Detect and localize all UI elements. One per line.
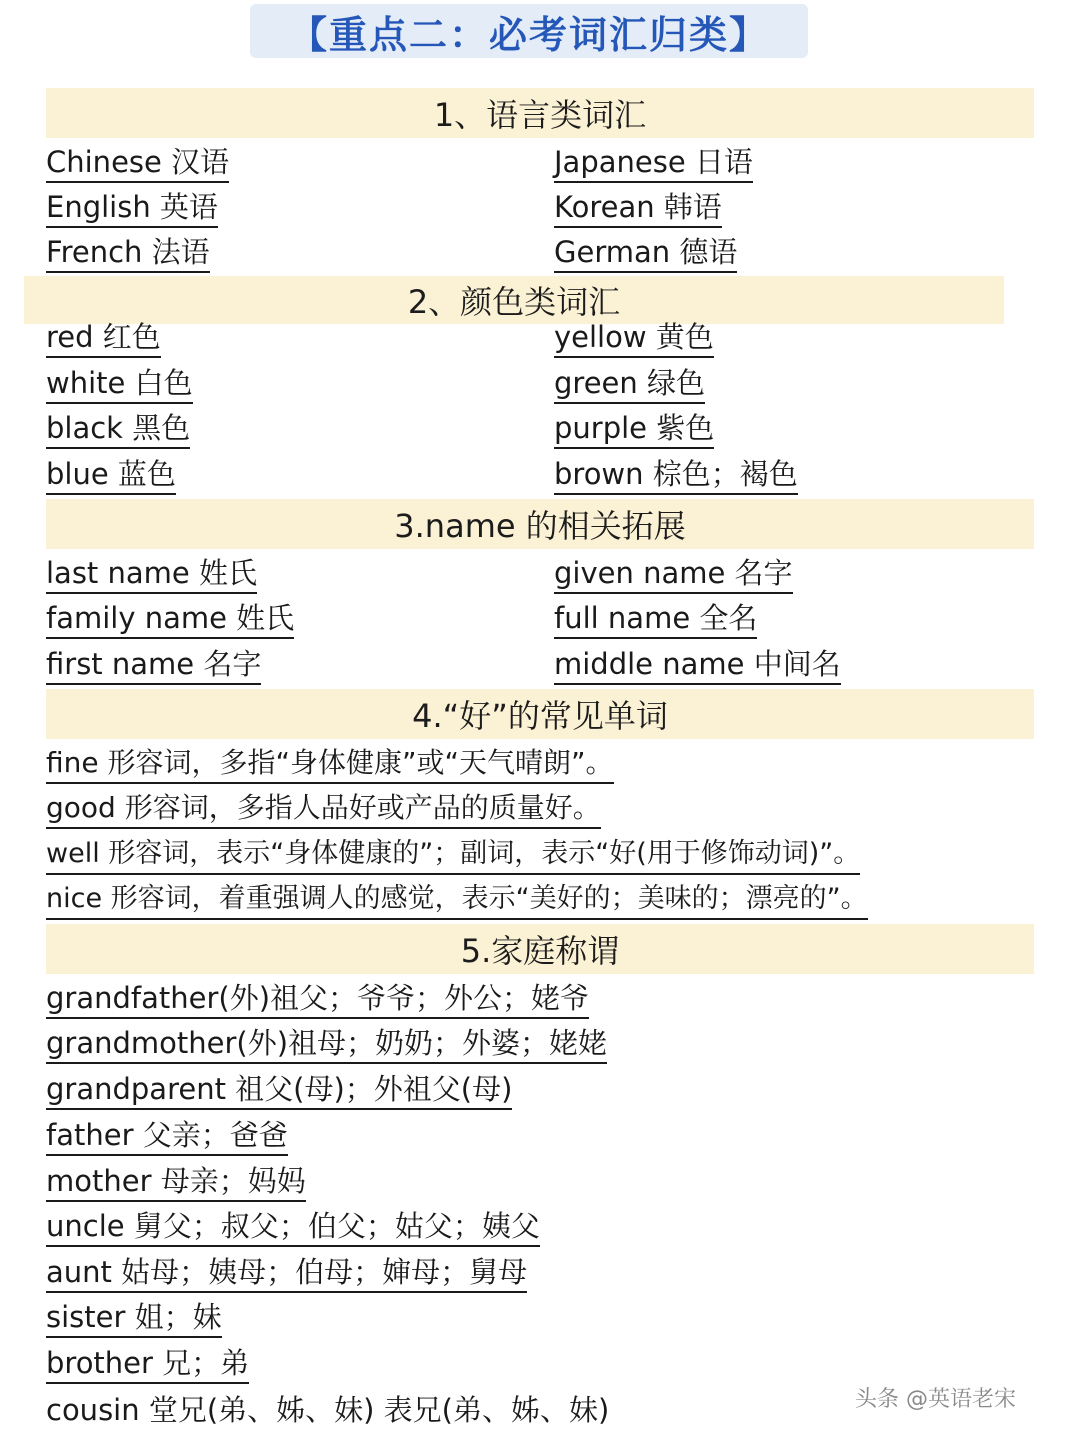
list-item: well 形容词，表示“身体健康的”；副词，表示“好(用于修饰动词)”。 (46, 835, 860, 875)
list-item: sister 姐；妹 (46, 1298, 222, 1338)
list-item: brother 兄；弟 (46, 1344, 249, 1384)
list-item: full name 全名 (554, 599, 757, 639)
section-heading-languages: 1、语言类词汇 (46, 88, 1034, 138)
section-heading-names: 3.name 的相关拓展 (46, 499, 1034, 549)
list-item: black 黑色 (46, 409, 190, 449)
list-item: fine 形容词，多指“身体健康”或“天气晴朗”。 (46, 744, 614, 784)
list-item: white 白色 (46, 364, 193, 404)
list-item: German 德语 (554, 233, 737, 273)
list-item: middle name 中间名 (554, 645, 841, 685)
section-heading-colors: 2、颜色类词汇 (24, 276, 1004, 324)
page-title-banner (250, 4, 808, 58)
list-item: good 形容词，多指人品好或产品的质量好。 (46, 789, 601, 829)
list-item: yellow 黄色 (554, 318, 714, 358)
list-item: uncle 舅父；叔父；伯父；姑父；姨父 (46, 1207, 540, 1247)
list-item: purple 紫色 (554, 409, 714, 449)
list-item: nice 形容词，着重强调人的感觉，表示“美好的；美味的；漂亮的”。 (46, 880, 868, 920)
watermark: 头条 @英语老宋 (855, 1387, 1016, 1412)
list-item: father 父亲；爸爸 (46, 1116, 288, 1156)
list-item: Japanese 日语 (554, 143, 753, 183)
list-item: last name 姓氏 (46, 554, 257, 594)
list-item: first name 名字 (46, 645, 261, 685)
list-item: grandfather(外)祖父；爷爷；外公；姥爷 (46, 979, 589, 1019)
list-item: Korean 韩语 (554, 188, 722, 228)
list-item: French 法语 (46, 233, 210, 273)
list-item: blue 蓝色 (46, 455, 176, 495)
list-item: grandparent 祖父(母)；外祖父(母) (46, 1070, 512, 1110)
list-item: given name 名字 (554, 554, 793, 594)
page-title: 【重点二：必考词汇归类】 (288, 11, 769, 57)
list-item: family name 姓氏 (46, 599, 294, 639)
list-item: red 红色 (46, 318, 161, 358)
list-item: Chinese 汉语 (46, 143, 229, 183)
list-item: mother 母亲；妈妈 (46, 1162, 306, 1202)
list-item-cutoff: cousin 堂兄(弟、姊、妹) 表兄(弟、姊、妹) (46, 1393, 610, 1427)
list-item: aunt 姑母；姨母；伯母；婶母；舅母 (46, 1253, 527, 1293)
section-heading-family: 5.家庭称谓 (46, 924, 1034, 974)
list-item: grandmother(外)祖母；奶奶；外婆；姥姥 (46, 1024, 607, 1064)
section-heading-good-words: 4.“好”的常见单词 (46, 689, 1034, 739)
list-item: green 绿色 (554, 364, 705, 404)
list-item: English 英语 (46, 188, 218, 228)
list-item: brown 棕色；褐色 (554, 455, 798, 495)
